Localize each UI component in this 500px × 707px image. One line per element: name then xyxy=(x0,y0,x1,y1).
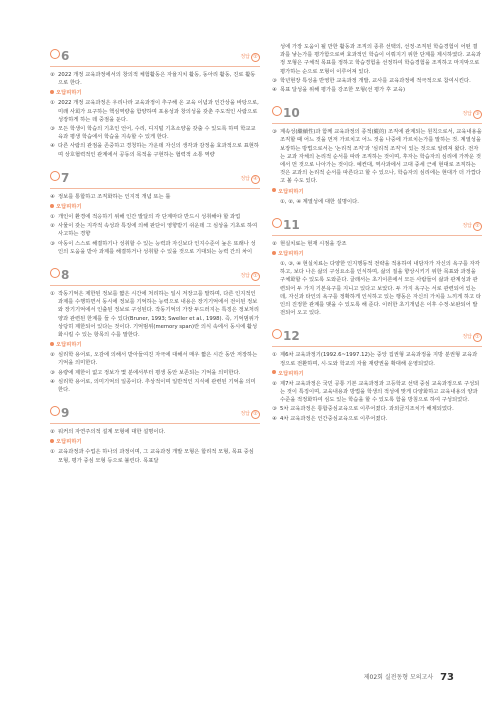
explanation-text: 워커의 자연주의적 설계 모형에 대한 설명이다. xyxy=(58,429,166,436)
choice-marker: ③ xyxy=(50,369,55,376)
explanation-text: 심리학 용어로, 오감에 의해서 받아들여진 자극에 대해서 매우 짧은 시간 동안 저장하는 기억을 의미한다. xyxy=(58,352,258,367)
choice-marker: ④ xyxy=(272,415,277,422)
bullet-icon xyxy=(50,204,54,208)
choice-marker: ③ xyxy=(272,406,277,413)
explanation-text: ①, ③, ④ 현실치료는 다양한 인지행동적 전략을 적용하여 내담자가 자신의 욕구를 자각하고, 보다 나은 삶의 구성요소를 인식하며, 삶의 질을 향상시키기 위한 목표와 과정을 구체화할 수 있도록 도와준다. 글래서는 초기이론에서 모든 사람들이 삶과 관계성과 관련되어 두 가지 기본욕구를 지니고 있다고 보았다. 두 가지 욕구는 서로 관련되어 있는데, 자신과 타인의 욕구를 정확하게 인식하고 있는 행동은 자신의 가치를 느끼게 하고 타인의 진정한 관계를 맺을 수 있도록 해 준다. 이러한 초기개념은 이후 수정·보완되어 발전되어 오고 있다. xyxy=(280,261,481,317)
answer-label: 정답 xyxy=(462,222,472,229)
left-column xyxy=(50,49,260,480)
choice-marker: ① xyxy=(272,352,277,359)
explanation-text: 개인이 환경에 적응하기 위해 인간 발달의 각 단계마다 반드시 성취해야 할 과업 xyxy=(58,214,241,221)
question-number-text: 10 xyxy=(283,106,300,121)
choice-marker: ② xyxy=(50,72,55,78)
explanation-item xyxy=(50,193,260,201)
wrong-answer-label: 오답피하기 xyxy=(278,188,304,195)
page-number: 73 xyxy=(440,672,454,683)
question-header xyxy=(50,49,260,67)
question-number xyxy=(50,268,69,282)
answer-label: 정답 xyxy=(240,175,250,182)
wrong-answer-heading xyxy=(50,438,260,447)
explanation-item xyxy=(50,290,260,339)
question-bullet-icon xyxy=(50,268,60,278)
question-bullet-icon xyxy=(50,49,60,59)
explanation-item xyxy=(50,428,260,436)
choice-marker: ① xyxy=(50,100,55,107)
question-bullet-icon xyxy=(272,218,282,228)
question-number-text: 7 xyxy=(61,170,70,185)
explanation-item xyxy=(272,77,482,85)
choice-marker: ④ xyxy=(50,378,55,385)
question-header xyxy=(50,406,260,424)
question-number xyxy=(272,218,300,232)
bullet-icon xyxy=(272,251,276,255)
question-bullet-icon xyxy=(272,106,282,116)
explanation-text: 작동기억은 제한된 정보를 짧은 시간에 처리하는 일시 저장고를 말하며, 다른 인지적인 과제를 수행하면서 동시에 정보를 기억하는 능력으로 내용은 장기기억에서 전이된 정보와 장기기억에서 인출된 정보로 구성된다. 작동기억의 가장 두드러지는 특징은 정보처리양과 관련된 한계를 들 수 있다(Bruner, 1993; Sweller et al., 1998). 즉, 기억범위가 상당히 제한되어 있다는 것이다. 기억범위(memory span)란 의식 속에서 동시에 활성화시킬 수 있는 항목의 수를 말한다. xyxy=(58,291,260,339)
answer-label: 정답 xyxy=(462,334,472,341)
explanation-text: 다른 사람의 관점을 존중하고 경청하는 가운데 자신의 생각과 감정을 효과적으로 표현하며 상호협력적인 관계에서 공동의 목적을 구현하는 협력적 소통 역량 xyxy=(58,143,260,158)
explanation-item xyxy=(50,213,260,221)
answer-block-9-continued xyxy=(272,43,482,94)
explanation-text: 사물이 갖는 지각적 속성과 특징에 의해 판단이 영향받기 쉬운데 그 심상을 기초로 하여 사고하는 경향 xyxy=(58,223,258,238)
explanation-text: 교육과정과 수업은 하나의 과정이며, 그 교육과정 개발 모형은 합리적 모형, 목표 중심 모형, 평가 중심 모형 등으로 불린다. 목표달 xyxy=(58,449,254,464)
right-column xyxy=(272,43,482,438)
wrong-answer-heading xyxy=(272,188,482,197)
explanation-text: 현실치료는 현재 시점을 강조 xyxy=(280,240,347,247)
question-bullet-icon xyxy=(50,171,60,181)
bullet-icon xyxy=(272,188,276,192)
explanation-item xyxy=(272,260,482,317)
explanation-item xyxy=(272,43,482,76)
question-header xyxy=(272,217,482,236)
explanation-text: 계속성(繼續性)과 함께 교육과정의 종적(縱的) 조직에 관계되는 원칙으로서, 교육내용을 조직할 때 어느 것을 먼저 가르치고 어느 것을 나중에 가르치는가를 말하는 것. 계열성을 보장하는 방법으로서는 '논리적 조직'과 '심리적 조직'이 있는 것으로 알려져 왔다. 전자는 교과 자체의 논리적 순서를 따라 조직하는 것이며, 후자는 학습자의 심리에 가까운 것에서 먼 것으로 나아가는 것이다. 예컨대, 역사과에서 고대 중세 근세 현대로 조직하는 것은 교과의 논리적 순서를 따른다고 할 수 있으나, 학습자의 심리에는 현대가 더 가깝다고 볼 수도 있다. xyxy=(280,129,482,185)
explanation-item xyxy=(50,378,260,394)
choice-marker: ③ xyxy=(272,77,277,84)
explanation-text: 정보를 통합하고 조직화하는 인지적 개념 또는 틀 xyxy=(58,193,171,200)
answer-value: ② xyxy=(251,410,260,419)
explanation-text: 제6차 교육과정기(1992.6~1997.12)는 중앙 집권형 교육과정을 지방 분권형 교육과정으로 전환하며, 시·도와 학교의 자율 재량권을 확대해 운영되었다. xyxy=(280,352,478,367)
question-number xyxy=(50,171,69,185)
choice-marker: ② xyxy=(272,240,277,247)
answer-tag xyxy=(462,333,482,342)
answer-tag xyxy=(462,110,482,119)
question-number xyxy=(50,49,69,63)
choice-marker: ② xyxy=(50,223,55,230)
choice-marker: ④ xyxy=(50,193,55,200)
choice-marker: ② xyxy=(50,352,55,359)
wrong-answer-label: 오답피하기 xyxy=(56,204,82,211)
answer-block-6 xyxy=(50,49,260,159)
question-header xyxy=(50,268,260,286)
wrong-answer-heading xyxy=(272,370,482,379)
answer-block-12 xyxy=(272,329,482,422)
explanation-text: 성에 가장 도움이 될 만한 활동과 조직의 종류 선택의, 선정·조직된 학습경험이 어떤 결과를 낳는가를 평가함으로써 효과적인 학습이 이뤄지기 위한 단계를 제시하였다. 교육과정 모형은 구체적 목표를 정하고 학습경험을 선정하여 학습경험을 조직하고 마지막으로 평가하는 순으로 모형이 이루어져 있다. xyxy=(280,44,482,75)
explanation-item xyxy=(272,198,482,206)
explanation-text: 2022 개정 교육과정에서의 창의적 체험활동은 자율지치 활동, 동아리 활동, 진로 활동으로 한다. xyxy=(58,72,256,87)
explanation-item xyxy=(50,240,260,256)
answer-label: 정답 xyxy=(240,411,250,418)
question-bullet-icon xyxy=(50,406,60,416)
answer-value: ③ xyxy=(473,110,482,119)
choice-marker: ② xyxy=(50,429,55,436)
explanation-item xyxy=(272,240,482,248)
explanation-text: 4차 교육과정은 인간중심교육으로 이루어졌다. xyxy=(280,415,388,422)
answer-block-11 xyxy=(272,217,482,318)
answer-tag xyxy=(462,222,482,231)
explanation-text: 2022 개정 교육과정은 우리나라 교육과정이 추구해 온 교육 이념과 인간상을 바탕으로, 미래 사회가 요구하는 핵심역량을 함양하며 포용성과 창의성을 갖춘 주도적인 사람으로 성장하게 하는 데 중점을 둔다. xyxy=(58,100,259,123)
wrong-answer-label: 오답피하기 xyxy=(56,439,82,446)
explanation-text: ①, ②, ④ 계열성에 대한 설명이다. xyxy=(280,198,359,205)
question-header xyxy=(272,106,482,124)
question-number-text: 9 xyxy=(61,406,70,421)
answer-block-9 xyxy=(50,406,260,465)
question-number xyxy=(272,106,300,120)
bullet-icon xyxy=(50,439,54,443)
question-number-text: 12 xyxy=(283,329,300,344)
question-number-text: 11 xyxy=(283,217,300,232)
answer-label: 정답 xyxy=(462,111,472,118)
explanation-text: 학년현장 특성을 반영한 교육과정 개발, 교사를 교육과정에 적극적으로 참여시킨다. xyxy=(280,77,471,84)
explanation-item xyxy=(50,142,260,158)
explanation-item xyxy=(50,71,260,87)
answer-tag xyxy=(240,53,260,62)
question-header xyxy=(272,329,482,347)
wrong-answer-heading xyxy=(272,250,482,259)
answer-value: ① xyxy=(473,333,482,342)
explanation-text: 모든 학생이 학습의 기초인 언어, 수리, 디지털 기초소양을 갖출 수 있도록 하며 학교교육과 평생 학습에서 학습을 지속할 수 있게 한다. xyxy=(58,126,256,141)
explanation-text: 목표 달성을 위해 평가를 강조한 모형(선 평가 후 교육) xyxy=(280,87,406,94)
choice-marker: ③ xyxy=(50,240,55,247)
wrong-answer-heading xyxy=(50,203,260,212)
wrong-answer-heading xyxy=(50,89,260,98)
question-number-text: 8 xyxy=(61,268,70,283)
bullet-icon xyxy=(50,342,54,346)
explanation-item xyxy=(272,128,482,185)
explanation-item xyxy=(272,380,482,405)
question-number xyxy=(50,406,69,420)
explanation-text: 용량에 제한이 없고 정보가 몇 분에서부터 평생 동안 보존되는 기억을 의미한다. xyxy=(58,369,241,376)
answer-value: ② xyxy=(251,53,260,62)
explanation-item xyxy=(272,405,482,413)
answer-tag xyxy=(240,410,260,419)
answer-value: ④ xyxy=(251,175,260,184)
explanation-item xyxy=(50,448,260,464)
wrong-answer-heading xyxy=(50,341,260,350)
choice-marker: ① xyxy=(50,291,55,298)
question-number xyxy=(272,329,300,343)
wrong-answer-label: 오답피하기 xyxy=(278,251,304,258)
answer-tag xyxy=(240,175,260,184)
answer-label: 정답 xyxy=(240,54,250,60)
bullet-icon xyxy=(50,90,54,94)
answer-block-7 xyxy=(50,170,260,256)
question-header xyxy=(50,170,260,189)
choice-marker: ④ xyxy=(272,87,277,94)
explanation-item xyxy=(50,99,260,124)
choice-marker: ① xyxy=(50,449,55,456)
choice-marker: ① xyxy=(50,214,55,221)
answer-label: 정답 xyxy=(240,273,250,280)
question-number-text: 6 xyxy=(61,49,70,63)
wrong-answer-label: 오답피하기 xyxy=(278,370,304,377)
explanation-item xyxy=(50,125,260,141)
explanation-item xyxy=(272,415,482,423)
explanation-text: 5차 교육과정은 통합중심교육으로 이루어졌다. 과외금지조치가 해제되었다. xyxy=(280,406,454,413)
explanation-item xyxy=(272,86,482,94)
explanation-item xyxy=(50,369,260,377)
question-bullet-icon xyxy=(272,329,282,339)
explanation-item xyxy=(272,351,482,367)
page-footer xyxy=(364,672,454,683)
explanation-text: 아동이 스스로 해결하기나 성취할 수 있는 능력과 자신보다 인지수준이 높은 또래나 성인의 도움을 받아 과제를 해결하거나 성취할 수 있을 것으로 기대되는 능력 간의 차이 xyxy=(58,240,256,255)
explanation-text: 제7차 교육과정은 국민 공통 기본 교육과정과 고등학교 선택 중심 교육과정으로 구성되는 것이 특징이며, 교육내용과 방법을 학생의 적성에 맞게 다양화하고 교육내용의 양과 수준을 적정화하여 심도 있는 학습을 할 수 있도록 함을 방침으로 하여 구성되었다. xyxy=(280,380,480,404)
wrong-answer-label: 오답피하기 xyxy=(56,90,82,97)
answer-value: ② xyxy=(473,222,482,231)
answer-value: ① xyxy=(251,272,260,281)
choice-marker: ③ xyxy=(272,129,277,136)
choice-marker: ② xyxy=(272,380,277,387)
explanation-item xyxy=(50,351,260,367)
answer-tag xyxy=(240,272,260,281)
explanation-item xyxy=(50,222,260,238)
wrong-answer-label: 오답피하기 xyxy=(56,342,82,349)
answer-block-8 xyxy=(50,268,260,394)
explanation-text: 심리학 용어로, 의미기억의 일종이다. 추상적이며 일반적인 지식에 관련된 기억을 의미한다. xyxy=(58,378,256,394)
bullet-icon xyxy=(272,370,276,374)
choice-marker: ③ xyxy=(50,126,55,133)
choice-marker: ④ xyxy=(50,143,55,150)
footer-label: 제02회 실전동형 모의고사 xyxy=(363,674,434,681)
answer-block-10 xyxy=(272,106,482,206)
